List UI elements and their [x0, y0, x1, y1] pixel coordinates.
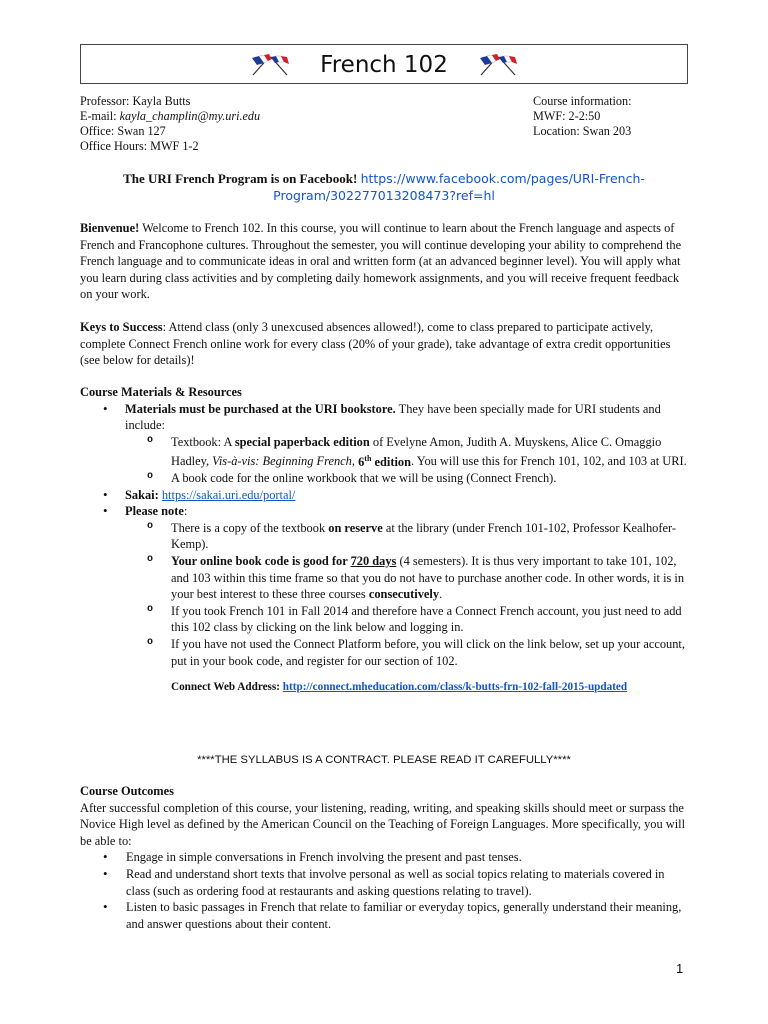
note-label: Please note	[125, 504, 184, 519]
sakai-link[interactable]: https://sakai.uri.edu/portal/	[161, 487, 296, 502]
textbook-sep: ,	[351, 454, 359, 469]
keys-paragraph	[80, 319, 690, 369]
bookcode-text: A book code for the online workbook that we will be using (Connect French).	[171, 471, 557, 486]
facebook-line	[80, 170, 688, 204]
code-days: 720 days	[350, 554, 397, 569]
materials-list	[80, 401, 690, 670]
edition-suffix: th	[364, 453, 372, 463]
list-item	[80, 401, 690, 434]
purchase-text: They have been specially made for URI students and include:	[125, 401, 661, 433]
list-item	[80, 503, 690, 520]
note-colon: :	[183, 504, 188, 519]
textbook-bold: special paperback edition	[234, 434, 370, 449]
office-hours: Office Hours: MWF 1-2	[80, 139, 199, 153]
contract-notice: ****THE SYLLABUS IS A CONTRACT. PLEASE READ IT CAREFULLY****	[197, 754, 571, 766]
email-label: E-mail:	[80, 109, 120, 123]
course-info-label: Course information:	[533, 94, 632, 108]
textbook-title: Vis-à-vis: Beginning French	[212, 454, 352, 469]
code-bold: Your online book code is good for	[171, 554, 351, 569]
code-period: .	[439, 587, 443, 602]
page-number: 1	[676, 961, 684, 976]
textbook-usage: . You will use this for French 101, 102, and 103 at URI.	[411, 454, 687, 469]
connect-link[interactable]: http://connect.mheducation.com/class/k-butts-frn-102-fall-2015-updated	[282, 681, 628, 694]
schedule: MWF: 2-2:50	[533, 109, 601, 123]
reserve-text-2: at the library (under French 101-102, Professor Kealhofer-Kemp).	[171, 520, 676, 552]
textbook-text: Textbook: A	[171, 434, 235, 449]
title-box	[80, 44, 688, 84]
crossed-flags-icon	[475, 54, 521, 76]
facebook-link[interactable]: https://www.facebook.com/pages/URI-French-Program/302277013208473?ref=hl	[273, 171, 645, 203]
edition-number: 6	[358, 454, 365, 469]
list-item	[80, 434, 690, 470]
textbook-authors: of Evelyne Amon, Judith A. Muyskens, Alice C. Omaggio Hadley,	[171, 434, 662, 469]
keys-text: : Attend class (only 3 unexcused absences allowed!), come to class prepared to participate actively, complete Connect French online work for every class (20% of your grade), take advantage of extra credit opportunities (see below for details)!	[80, 320, 671, 368]
code-text: (4 semesters). It is thus very important to take 101, 102, and 103 within this time frame so that you do not have to purchase another code. In other words, it is in your best interest to these three courses	[171, 554, 685, 602]
page-title: French 102	[320, 52, 448, 78]
sakai-label: Sakai:	[125, 487, 159, 502]
email-address[interactable]: kayla_champlin@my.uri.edu	[119, 109, 261, 123]
professor-info	[80, 94, 260, 154]
list-item: • Engage in simple conversations in French involving the present and past tenses.	[80, 849, 690, 866]
outcomes-heading: Course Outcomes	[80, 784, 174, 798]
professor-name: Professor: Kayla Butts	[80, 94, 191, 108]
list-item	[80, 603, 690, 636]
took101-text: If you took French 101 in Fall 2014 and therefore have a Connect French account, you just need to add this 102 class by clicking on the link below and logging in.	[171, 603, 682, 635]
outcomes-list	[80, 849, 690, 932]
welcome-lead: Bienvenue!	[80, 221, 140, 235]
reserve-text: There is a copy of the textbook	[171, 520, 329, 535]
welcome-text: Welcome to French 102. In this course, you will continue to learn about the French language and aspects of French and Francophone cultures. Throughout the semester, you will continue developing your ability to comprehend the French language and to communicate ideas in oral and written form (at an advanced beginner level). You will apply what you learn during class activities and by completing daily homework assignments, and you will receive frequent feedback on your work.	[80, 221, 682, 302]
keys-lead: Keys to Success	[80, 320, 163, 334]
list-item: • Listen to basic passages in French that relate to familiar or everyday topics, generally understand their meaning, and answer questions about their content.	[80, 899, 690, 932]
facebook-lead: The URI French Program is on Facebook!	[123, 171, 358, 186]
edition-word: edition	[371, 454, 411, 469]
reserve-bold: on reserve	[328, 520, 383, 535]
connect-line	[80, 679, 690, 696]
office: Office: Swan 127	[80, 124, 166, 138]
location: Location: Swan 203	[533, 124, 632, 138]
materials-heading: Course Materials & Resources	[80, 385, 242, 399]
list-item	[80, 520, 690, 553]
welcome-paragraph	[80, 220, 690, 303]
list-item	[80, 636, 690, 669]
outcomes-section	[80, 783, 690, 932]
materials-section	[80, 384, 690, 696]
code-consecutively: consecutively	[368, 587, 440, 602]
outcomes-intro: After successful completion of this course, your listening, reading, writing, and speaking skills should meet or surpass the Novice High level as defined by the American Council on the Teaching of Foreign Languages. More specifically, you will be able to:	[80, 800, 686, 848]
course-info	[533, 94, 632, 139]
list-item	[80, 553, 690, 603]
list-item	[80, 470, 690, 487]
email-line	[80, 109, 260, 124]
connect-label: Connect Web Address:	[171, 681, 283, 694]
list-item: • Read and understand short texts that involve personal as well as social topics relating to materials covered in class (such as ordering food at restaurants and asking questions relating to travel).	[80, 866, 690, 899]
purchase-bold: Materials must be purchased at the URI bookstore.	[125, 401, 396, 416]
notused-text: If you have not used the Connect Platform before, you will click on the link below, set up your account, put in your book code, and register for our section of 102.	[171, 637, 685, 668]
textbook-edition	[358, 455, 411, 469]
list-item	[80, 487, 690, 504]
